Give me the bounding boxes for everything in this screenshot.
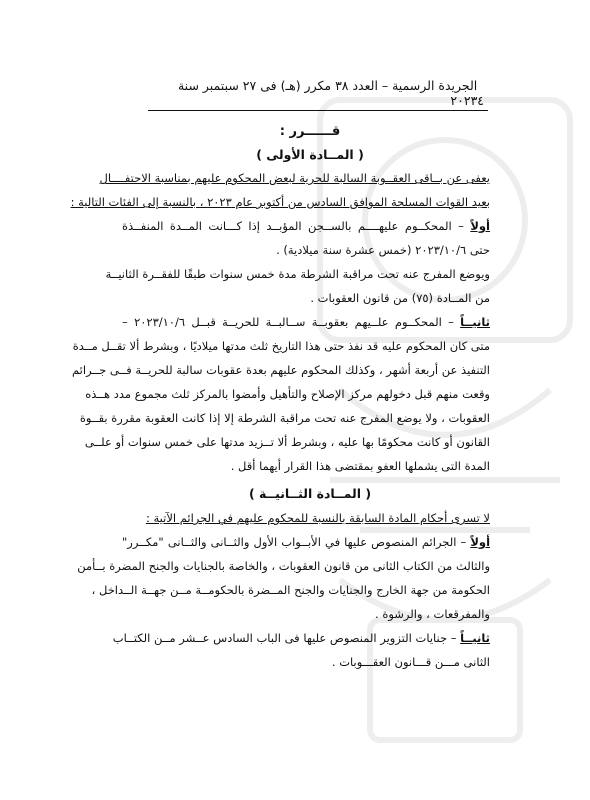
line-text: – المحكــوم علــيهم بعقوبــة ســالبــة للحريــة قبــل ٢٠٢٣/١٠/٦ – bbox=[122, 315, 454, 329]
line-text: – جنايات التزوير المنصوص عليها فى الباب السادس عــشر مــن الكتــاب bbox=[112, 631, 457, 645]
paragraph-line: متى كان المحكوم عليه قد نفذ حتى هذا التاريخ ثلث مدتها ميلاديًا ، وبشرط ألا تقــل مــدة bbox=[72, 339, 490, 353]
paragraph-line bbox=[122, 314, 490, 330]
paragraph-line: المدة التى يشملها العفو بمقتضى هذا القرار أيهما أقل . bbox=[230, 459, 490, 473]
paragraph-line: ويوضع المفرج عنه تحت مراقبة الشرطة مدة خمس سنوات طبقًا للفقــرة الثانيــة bbox=[105, 267, 490, 281]
paragraph-line: والثالث من الكتاب الثانى من قانون العقوبات ، والخاصة بالجنايات والجنح المضرة بــأمن bbox=[77, 559, 490, 573]
paragraph-line: العقوبات ، ولا يوضع المفرج عنه تحت مراقبة الشرطة إلا إذا كانت العقوبة مقررة بقــوة bbox=[79, 411, 490, 425]
paragraph-line: يعفى عن بــاقى العقــوبة السالبة للحرية لبعض المحكوم عليهم بمناسبة الاحتفــــال bbox=[99, 171, 490, 185]
item-label-first: أولاً bbox=[470, 219, 490, 233]
line-text: – الجرائم المنصوص عليها في الأبــواب الأول والثــانى والثــانى "مكــرر" bbox=[122, 535, 467, 549]
paragraph-line: لا تسرى أحكام المادة السابقة بالنسبة للمحكوم عليهم في الجرائم الآتية : bbox=[145, 511, 490, 525]
page-header bbox=[152, 78, 484, 108]
paragraph-line: التنفيذ عن أربعة أشهر ، وكذلك المحكوم عليهم بعدة عقوبات سالبة للحريــة فــى جــرائم bbox=[72, 363, 490, 377]
paragraph-line: القانون أو كانت محكومًا بها عليه ، وبشرط ألا تــزيد مدتها على خمس سنوات أو علــى bbox=[84, 435, 490, 449]
article-2-title: ( المــادة الثــانيــة ) bbox=[248, 486, 372, 501]
paragraph-line: بعيد القوات المسلحة الموافق السادس من أكتوبر عام ٢٠٢٣ ، بالنسبة إلى الفئات التالية : bbox=[70, 195, 490, 209]
paragraph-line: حتى ٢٠٢٣/١٠/٦ (خمس عشرة سنة ميلادية) . bbox=[276, 243, 490, 257]
paragraph-line: الثانى مـــن قـــانون العقـــوبات . bbox=[331, 655, 490, 669]
item-label-first: أولاً bbox=[470, 535, 491, 549]
page-number: ٤ bbox=[477, 93, 484, 108]
paragraph-line: الحكومة من جهة الخارج والجنايات والجنح المــضرة بالحكومــة مــن جهــة الــداخل ، bbox=[91, 583, 490, 597]
decision-heading: قــــــرر : bbox=[279, 124, 341, 139]
item-label-second: ثانيــاً bbox=[460, 315, 490, 329]
paragraph-line: من المــادة (٧٥) من قانون العقوبات . bbox=[310, 291, 490, 305]
header-divider bbox=[148, 110, 488, 111]
gazette-title: الجريدة الرسمية – العدد ٣٨ مكرر (هـ) فى ٢٧ سبتمبر سنة ٢٠٢٣ bbox=[177, 78, 478, 108]
paragraph-line bbox=[122, 218, 490, 234]
paragraph-line: والمفرقعات ، والرشوة . bbox=[375, 607, 490, 621]
paragraph-line: وقعت منهم قبل دخولهم مركز الإصلاح والتأهيل وأمضوا بالمركز ثلث مجموع مدد هــذه bbox=[85, 387, 490, 401]
item-label-second: ثانيــاً bbox=[460, 631, 490, 645]
paragraph-line bbox=[122, 534, 490, 550]
article-1-title: ( المــادة الأولى ) bbox=[256, 147, 364, 162]
line-text: – المحكــوم عليهــــم بالســجن المؤبــد إذا كـــانت المــدة المنفــذة bbox=[122, 219, 464, 233]
paragraph-line bbox=[112, 630, 490, 646]
